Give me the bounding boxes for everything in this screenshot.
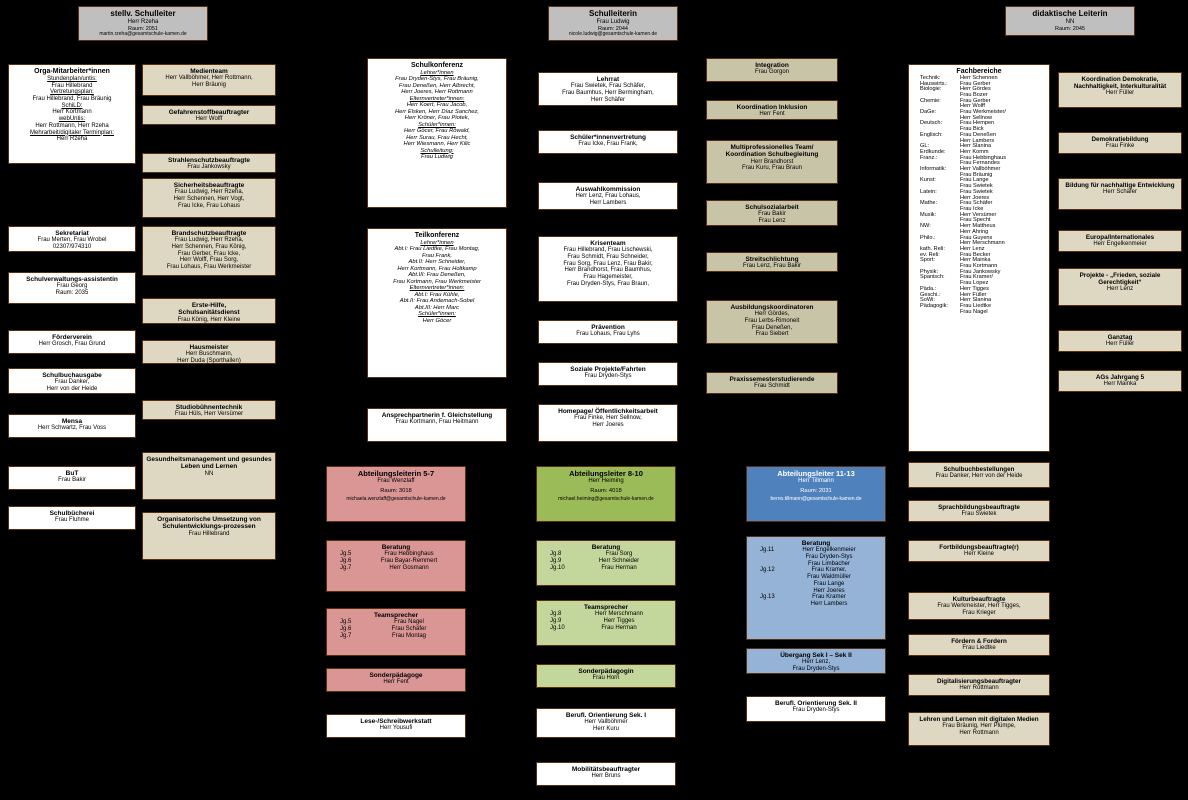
jg-row: Frau Waldmüller — [807, 574, 851, 581]
demokratie-box-3 — [1058, 178, 1182, 210]
fachbereich-row: Frau Lopez — [960, 280, 989, 287]
gremium-box-1 — [538, 72, 678, 106]
abteilung-11-13-head — [746, 466, 886, 522]
fachbereich-row: Herr Wolff — [960, 103, 985, 110]
fachbereich-row: Frau Fernandes — [960, 160, 1000, 167]
box-lines: Frau Finke, Herr Sellnow, Herr Joeres — [574, 415, 642, 428]
box-lines: Herr Rottmann — [959, 685, 999, 692]
koordination-box-1 — [706, 58, 838, 82]
abteilung-5-7-extra-2 — [326, 714, 466, 738]
orga-box-8 — [8, 506, 136, 530]
orga-box-5 — [8, 368, 136, 394]
fachbereich-row: Frau Kortmann — [960, 263, 998, 270]
box-lines: Frau Bakir Frau Lenz — [758, 211, 786, 224]
box-title: Ausbildungskoordinatoren — [730, 304, 814, 311]
box-title: Bildung für nachhaltige Entwicklung — [1065, 182, 1175, 189]
box-lines: Frau Werkmeister, Herr Tigges, Frau Krieger — [937, 603, 1021, 616]
box-lines: Frau Fluhme — [54, 517, 89, 524]
box-title: Digitalisierungsbeauftragter — [937, 678, 1021, 685]
fachbereich-row: kath. Reli: Herr Lenz — [920, 245, 985, 252]
fachbereich-row: Herr Merschmann — [960, 240, 1005, 247]
demokratie-box-5 — [1058, 268, 1182, 306]
abt-room: Raum: 3018 — [380, 488, 412, 495]
jg-row: Jg.12 Frau Kramer, — [760, 567, 847, 574]
box-lines: Herr Engelkenmeier — [1093, 241, 1147, 248]
medien-box-2 — [142, 105, 276, 125]
box-lines: Herr Brandhorst Frau Kuru, Frau Braun — [741, 158, 803, 172]
aufgabe-box-4 — [908, 592, 1050, 620]
box-lines: Herr Füller — [1105, 341, 1135, 348]
head-name: Herr Rzeha — [127, 18, 159, 25]
box-title: Demokratiebildung — [1091, 136, 1149, 143]
jg-row: Jg.10 Frau Herman — [550, 624, 637, 631]
fachbereich-row: Latein: Frau Swietek — [920, 188, 993, 195]
box-title: Prävention — [591, 324, 625, 331]
fachbereich-row: Frau Bick — [960, 126, 984, 133]
box-title: Teamsprecher — [374, 612, 418, 619]
box-title: Projekte - „Frieden, soziale Gerechtigkeit“ — [1079, 272, 1161, 287]
box-title: Gesundheitsmanagement und gesundes Leben und Lernen — [146, 456, 272, 471]
abteilung-8-10-teamsprecher — [536, 600, 676, 646]
abt-room: Raum: 4018 — [590, 488, 622, 495]
head-room: Raum: 2045 — [1055, 25, 1085, 32]
fachbereiche-box — [908, 64, 1050, 452]
fachbereich-row: Frau Icke — [960, 206, 984, 212]
gremium-box-7 — [538, 404, 678, 442]
fachbereich-row: Frau Bräunig — [960, 171, 993, 178]
fachbereich-row: Pädagogik: Frau Liedtke — [920, 302, 992, 309]
box-title: Integration — [755, 62, 789, 69]
jg-row: Frau Limbacher — [807, 560, 851, 567]
box-title: AGs Jahrgang 5 — [1095, 374, 1145, 381]
box-title: Schulbuchbestellungen — [943, 466, 1015, 473]
jg-row: Frau Dryden-Stys — [805, 553, 853, 560]
abteilung-8-10-extra-3 — [536, 762, 676, 786]
koordination-box-4 — [706, 200, 838, 226]
head-mail: nicole.ludwig@gesamtschule-kamen.de — [568, 30, 658, 37]
box-title: Auswahlkommission — [575, 186, 641, 193]
box-title: didaktische Leiterin — [1032, 9, 1108, 18]
box-title: Ganztag — [1107, 334, 1133, 341]
fachbereich-row: Frau Swietek — [960, 183, 993, 190]
head-box-3 — [1005, 6, 1135, 36]
box-title: Multiprofessionelles Team/ Koordination Schulbegleitung — [725, 144, 819, 159]
abteilung-5-7-teamsprecher — [326, 608, 466, 656]
head-name: NN — [1065, 18, 1075, 25]
fachbereich-row: Englisch: Frau Deneßen — [920, 131, 997, 138]
box-lines: Frau Gorgon — [754, 69, 790, 76]
demokratie-box-6 — [1058, 330, 1182, 352]
jg-row: Jg.5 Frau Hebbinghaus — [340, 551, 434, 558]
aufgabe-box-6 — [908, 674, 1050, 696]
teilkonferenz-box — [367, 228, 507, 378]
box-lines: Frau Kortmann, Frau Heitmann — [395, 419, 479, 426]
box-title: Orga-Mitarbeiter*innen — [34, 68, 110, 75]
medien-box-9 — [142, 452, 276, 500]
box-lines: Herr Mainka — [1103, 381, 1137, 388]
box-lines: Herr Yousufi — [379, 725, 413, 732]
box-lines: Frau Lohaus, Frau Lyhs — [576, 331, 640, 338]
head-room: Raum: 2051 — [128, 25, 158, 32]
koordination-box-3 — [706, 140, 838, 184]
box-title: Fortbildungsbeauftragte(r) — [939, 544, 1019, 551]
box-title: Lese-/Schreibwerkstatt — [360, 718, 432, 725]
jg-row: Jg.8 Herr Merschmann — [550, 611, 643, 618]
box-title: Schulbücherei — [49, 510, 95, 517]
box-lines: Herr Schwartz, Frau Voss — [37, 425, 107, 432]
fachbereich-row: Frau Nagel — [960, 308, 988, 315]
group: Lehrer*innen Abt.I: Frau Liedtke, Frau Montag, Frau Frank, Abt.II: Herr Schneider, Herr Kortmann, Frau Holtkamp Abt.III: Frau Deneßen, Frau Kortmann, Frau Werkmeister — [393, 239, 481, 285]
box-title: Beratung — [381, 544, 411, 551]
box-lines: Frau Lenz, Frau Bakir — [742, 263, 802, 270]
abt-room: Raum: 2031 — [800, 488, 832, 495]
box-title: Übergang Sek I – Sek II — [780, 652, 852, 659]
box-lines: Frau Ludwig, Herr Rzeha, Herr Schennen, Herr Vogt, Frau Icke, Frau Lohaus — [173, 189, 245, 209]
box-lines: Frau Icke, Frau Frank, — [578, 141, 638, 148]
medien-box-1 — [142, 64, 276, 96]
head-mail: martin.rzeha@gesamtschule-kamen.de — [99, 30, 187, 37]
fachbereich-row: Herr Sellnow — [960, 114, 993, 121]
fachbereich-row: Chemie: Frau Gerber — [920, 97, 991, 104]
fachbereich-row: Geschi.: Herr Füller — [920, 291, 987, 298]
group: Schüler*innen: Herr Göcer, Frau Röwald, Herr Surau, Frau Hecht, Herr Wiesmann, Herr Kilic — [403, 121, 471, 148]
orga-box-2 — [8, 226, 136, 252]
schulkonferenz-box — [367, 58, 507, 208]
box-title: Sicherheitsbeauftragte — [173, 182, 245, 189]
jg-row: Jg.13 Frau Kramer — [760, 594, 846, 601]
fachbereich-row: Mathe: Frau Schäfer — [920, 200, 993, 207]
box-title: Sonderpädagogin — [578, 668, 634, 675]
box-lines: Frau Liedtke — [962, 645, 996, 652]
box-title: Koordination Inklusion — [736, 104, 808, 111]
box-lines: Herr Vallböhmer, Herr Rottmann, Herr Bräunig — [165, 75, 253, 88]
box-lines: Herr Buschmann, Herr Duda (Sporthallen) — [177, 351, 241, 364]
group: Schulleitung: Frau Ludwig — [420, 147, 454, 161]
jg-row: Jg.7 Herr Gosmann — [340, 564, 429, 571]
demokratie-box-2 — [1058, 132, 1182, 154]
jg-row: Jg.8 Frau Sorg — [550, 551, 633, 558]
group: Schüler*innen: Herr Göcer — [418, 311, 456, 324]
fachbereich-row: Musik: Herr Versümer — [920, 211, 997, 218]
head-name: Frau Ludwig — [596, 18, 630, 25]
box-title: Praxissemesterstudierende — [729, 376, 815, 383]
fachbereich-row: Herr Ahring — [960, 228, 989, 235]
fachbereich-row: Spanisch: Frau Kramer/ — [920, 274, 993, 281]
box-lines: Frau Jankowsky — [187, 164, 231, 171]
box-title: Streitschlichtung — [745, 256, 799, 263]
aufgabe-box-7 — [908, 712, 1050, 746]
box-lines: Frau Schmidt — [754, 383, 790, 390]
koordination-box-6 — [706, 300, 838, 344]
box-title: Berufl. Orientierung Sek. II — [775, 700, 857, 707]
orga-box-3 — [8, 272, 136, 304]
abt-mail: berno.tillmann@gesamtschule-kamen.de — [770, 495, 862, 502]
box-lines: Frau Hüls, Herr Versümer — [174, 411, 244, 418]
box-title: Schulsozialarbeit — [745, 204, 799, 211]
gremium-box-6 — [538, 362, 678, 386]
koordination-box-5 — [706, 252, 838, 272]
group: Elternvertreter*innen: Abt.I: Frau Kühle, Abt.II: Frau Andemach-Sobel Abt.III: Herr Marc — [399, 285, 475, 311]
medien-box-10 — [142, 512, 276, 560]
fachbereich-row: Physik: Frau Jankowsky — [920, 268, 1001, 275]
abt-name: Herr Heiming — [588, 478, 624, 485]
box-title: Abteilungsleiter 11-13 — [777, 469, 855, 478]
demokratie-box-4 — [1058, 230, 1182, 252]
jg-row: Herr Joeres — [813, 587, 845, 594]
fachbereich-row: GL: Herr Slanina — [920, 143, 992, 150]
fachbereich-row: Philo.: Frau Guyens — [920, 234, 993, 241]
abteilung-11-13-uebergang — [746, 648, 886, 674]
box-lines: Frau König, Herr Kleine — [177, 316, 241, 323]
box-title: stellv. Schulleiter — [110, 9, 176, 18]
abteilung-8-10-head — [536, 466, 676, 522]
fachbereich-row: Biologie: Herr Gördes — [920, 86, 991, 93]
box-lines: Herr Wolff — [195, 116, 223, 123]
fachbereich-row: SoWi: Herr Slanina — [920, 297, 992, 304]
box-lines: Frau Swietek — [961, 511, 997, 518]
jg-row: Jg.10 Frau Herman — [550, 564, 637, 571]
box-lines: NN — [204, 470, 214, 477]
box-title: Kulturbeauftragte — [952, 596, 1006, 603]
box-title: Lehrrat — [596, 76, 620, 83]
abteilung-5-7-extra-1 — [326, 668, 466, 692]
jg-row: Jg.7 Frau Montag — [340, 632, 427, 639]
box-lines: Frau Swietek, Frau Schäfer, Frau Baumhus, Herr Bermingham, Herr Schäfer — [562, 83, 654, 103]
box-lines: Frau Danker, Herr von der Heide — [935, 473, 1023, 480]
box-lines: Herr Schäfer — [1102, 189, 1137, 196]
demokratie-box-1 — [1058, 72, 1182, 108]
abteilung-11-13-beratung — [746, 536, 886, 640]
head-box-1 — [78, 6, 208, 41]
fachbereich-row: NW: Herr Mattheus — [920, 223, 996, 230]
box-title: Lehren und Lernen mit digitalen Medien — [919, 716, 1039, 723]
fachbereich-row: Technik: Herr Schennen — [920, 74, 998, 81]
gremium-box-3 — [538, 182, 678, 210]
jg-row: Herr Lambers — [810, 601, 848, 608]
group: Elternvertreter*innen: Herr Koert, Frau Jacob, Herr Elsken, Herr Díaz Sanchez, Herr Kröner, Frau Piotek, — [394, 95, 480, 122]
box-title: Schulbuchausgabe — [42, 372, 102, 379]
fachbereich-row: Hauswirts.: Frau Gerber — [920, 80, 991, 87]
box-title: Studiobühnentechnik — [175, 404, 243, 411]
box-lines: Herr Gördes, Frau Lerbs-Rimoneit Frau Deneßen, Frau Siebert — [744, 311, 800, 338]
box-title: Fördern & Fordern — [951, 638, 1007, 645]
fachbereich-list — [912, 76, 1046, 316]
aufgabe-box-1 — [908, 462, 1050, 488]
fachbereich-row: Herr Joeres — [960, 194, 990, 201]
fachbereich-row: Herr Lambers — [960, 137, 995, 144]
jg-row: Jg.5 Frau Nagel — [340, 619, 424, 626]
box-title: Organisatorische Umsetzung von Schulentwicklungs-prozessen — [157, 516, 261, 531]
box-title: Abteilungsleiter 8-10 — [569, 469, 643, 478]
box-lines: Herr Lenz, Frau Dryden-Stys — [792, 659, 840, 672]
box-title: Gefahrenstoffbeauftragter — [168, 109, 250, 116]
box-lines: Stundenplan/untis: Frau Hillebrand Vertretungsplan: Frau Hillebrand, Frau Bräunig SchiLD: Herr Kortmann webUntis: Herr Rottmann, Herr Rzeha Mehrarbeit/digitaler Terminplan: Herr Rzeha — [30, 75, 114, 143]
koordination-box-2 — [706, 100, 838, 120]
box-lines: Herr Kleine — [963, 551, 994, 558]
box-title: Abteilungsleiterin 5-7 — [357, 469, 435, 478]
box-lines: Frau Hillebrand — [188, 530, 230, 537]
box-title: Erste-Hilfe, Schulsanitätsdienst — [178, 302, 240, 317]
box-lines: Herr Lenz — [1106, 286, 1134, 293]
abteilung-8-10-extra-2 — [536, 708, 676, 738]
fachbereich-row: Frau Bozer — [960, 91, 988, 98]
fachbereich-row: Erdkunde: Herr Komm — [920, 148, 989, 155]
jg-row: Jg.9 Herr Tigges — [550, 617, 635, 624]
box-lines: Frau Danker, Herr von der Heide — [46, 379, 98, 392]
abteilung-8-10-extra-1 — [536, 664, 676, 688]
box-title: BuT — [65, 470, 79, 477]
box-title: Berufl. Orientierung Sek. I — [565, 712, 647, 719]
fachbereich-row: Päda.: Herr Tigges — [920, 285, 989, 292]
medien-box-7 — [142, 340, 276, 364]
orga-box-4 — [8, 330, 136, 354]
ansprechpartnerin-box — [367, 408, 507, 442]
fachbereich-row: Frau Specht — [960, 217, 991, 224]
box-lines: Herr Grosch, Frau Grund — [38, 341, 106, 348]
box-title: Medienteam — [190, 68, 228, 75]
box-lines: Frau Georg Raum: 2035 — [55, 283, 89, 296]
fachbereich-row: Franz.: Frau Hebbinghaus — [920, 154, 1007, 161]
box-lines: Frau Finke — [1105, 143, 1135, 150]
box-title: Fachbereiche — [956, 68, 1002, 75]
box-title: Krisenteam — [590, 240, 626, 247]
box-title: Mobilitätsbeauftragter — [571, 766, 641, 773]
gremium-box-5 — [538, 320, 678, 344]
jg-row: Jg.6 Frau Bayar-Remmert — [340, 557, 438, 564]
gremium-box-2 — [538, 130, 678, 154]
aufgabe-box-5 — [908, 634, 1050, 656]
box-title: Teamsprecher — [584, 604, 628, 611]
abteilung-11-13-extra-1 — [746, 696, 886, 722]
box-lines: Herr Füller — [1105, 90, 1135, 97]
abt-mail: michaela.wenzlaff@gesamtschule-kamen.de — [346, 495, 446, 502]
medien-box-4 — [142, 178, 276, 218]
box-title: Schüler*innenvertretung — [570, 134, 646, 141]
box-title: Ansprechpartnerin f. Gleichstellung — [381, 412, 493, 419]
group: Lehrer*innen Frau Dryden-Stys, Frau Bräunig, Frau Deneßen, Herr Albrecht, Herr Joeres, Herr Rottmann — [395, 69, 479, 96]
box-lines: Frau Horn — [592, 675, 620, 682]
orga-box-1 — [8, 64, 136, 164]
abteilung-5-7-beratung — [326, 540, 466, 592]
box-lines: Frau Dryden-Stys — [584, 373, 632, 380]
fachbereich-row: Sport: Herr Mainka — [920, 257, 991, 264]
box-lines: Frau Bräunig, Herr Plümpe, Herr Rottmann — [942, 723, 1016, 736]
box-lines: Herr Fent — [383, 679, 409, 686]
koordination-box-7 — [706, 372, 838, 394]
box-lines: Herr Lenz, Frau Lohaus, Herr Lambers — [575, 193, 641, 206]
medien-box-3 — [142, 153, 276, 173]
head-box-2 — [548, 6, 678, 41]
abt-mail: michael.heiming@gesamtschule-kamen.de — [558, 495, 654, 502]
abt-name: Frau Wenzlaff — [377, 478, 415, 485]
abteilung-8-10-beratung — [536, 540, 676, 586]
box-title: Schulverwaltungs-assistentin — [26, 276, 118, 283]
box-title: Sekretariat — [55, 230, 89, 237]
box-title: Beratung — [801, 540, 831, 547]
head-room: Raum: 2044 — [598, 25, 628, 32]
box-title: Schulkonferenz — [410, 62, 464, 69]
medien-box-6 — [142, 298, 276, 324]
box-lines: Herr Vallböhmer Herr Kuru — [584, 719, 628, 732]
box-lines: Frau Dryden-Stys — [792, 707, 840, 714]
box-lines: Frau Bakir — [58, 477, 86, 484]
box-title: Förderverein — [52, 334, 92, 341]
box-title: Koordination Demokratie, Nachhaltigkeit, Interkulturalität — [1073, 76, 1167, 91]
medien-box-8 — [142, 400, 276, 420]
box-title: Beratung — [591, 544, 621, 551]
jg-row: Jg.9 Herr Schneider — [550, 557, 640, 564]
box-title: Hausmeister — [189, 344, 229, 351]
orga-box-7 — [8, 466, 136, 490]
box-lines: Frau Merten, Frau Wrobel 02307/974310 — [37, 237, 107, 250]
box-title: Soziale Projekte/Fahrten — [570, 366, 646, 373]
fachbereich-row: Deutsch: Frau Hempen — [920, 120, 995, 127]
jg-row: Jg.6 Frau Schäfer — [340, 625, 427, 632]
box-lines: Herr Bruns — [591, 773, 621, 780]
box-title: Sonderpädagoge — [369, 672, 423, 679]
box-title: Brandschutzbeauftragte — [171, 230, 247, 237]
fachbereich-row: ev. Reli: Frau Becker — [920, 251, 991, 258]
box-lines: Herr Fent — [759, 111, 785, 118]
aufgabe-box-3 — [908, 540, 1050, 562]
box-title: Homepage/ Öffentlichkeitsarbeit — [558, 408, 658, 415]
medien-box-5 — [142, 226, 276, 276]
abt-name: Herr Tillmann — [798, 478, 834, 485]
gremium-box-4 — [538, 236, 678, 302]
box-title: Europa/Internationales — [1085, 234, 1155, 241]
box-title: Sprachbildungsbeauftragte — [938, 504, 1020, 511]
orga-box-6 — [8, 414, 136, 438]
box-title: Strahlenschutzbeauftragte — [168, 157, 250, 164]
jg-row: Jg.11 Herr Engelkenmeier — [760, 547, 856, 554]
abteilung-5-7-head — [326, 466, 466, 522]
box-lines: Frau Ludwig, Herr Rzeha, Herr Schennen, Frau König, Frau Gerber, Frau Icke, Herr Wolff, Frau Sorg, Frau Lohaus, Frau Werkmeister — [166, 237, 252, 271]
box-title: Teilkonferenz — [414, 232, 460, 239]
fachbereich-row: Kunst: Frau Lange — [920, 177, 989, 184]
aufgabe-box-2 — [908, 500, 1050, 522]
box-title: Schulleiterin — [588, 9, 637, 18]
demokratie-box-7 — [1058, 370, 1182, 392]
jg-row: Frau Lange — [813, 580, 845, 587]
box-lines: Frau Hillebrand, Frau Lischewski, Frau Schmidt, Frau Schneider, Frau Sorg, Frau Lenz, Frau Bakir, Herr Brandhorst, Frau Baumhus, Frau Hagemeister, Frau Dryden-Stys, Frau Braun, — [563, 247, 653, 287]
box-title: Mensa — [61, 418, 83, 425]
fachbereich-row: DaGe: Frau Werkmeister/ — [920, 109, 1006, 116]
fachbereich-row: Informatik: Herr Vallböhmer — [920, 166, 1001, 173]
